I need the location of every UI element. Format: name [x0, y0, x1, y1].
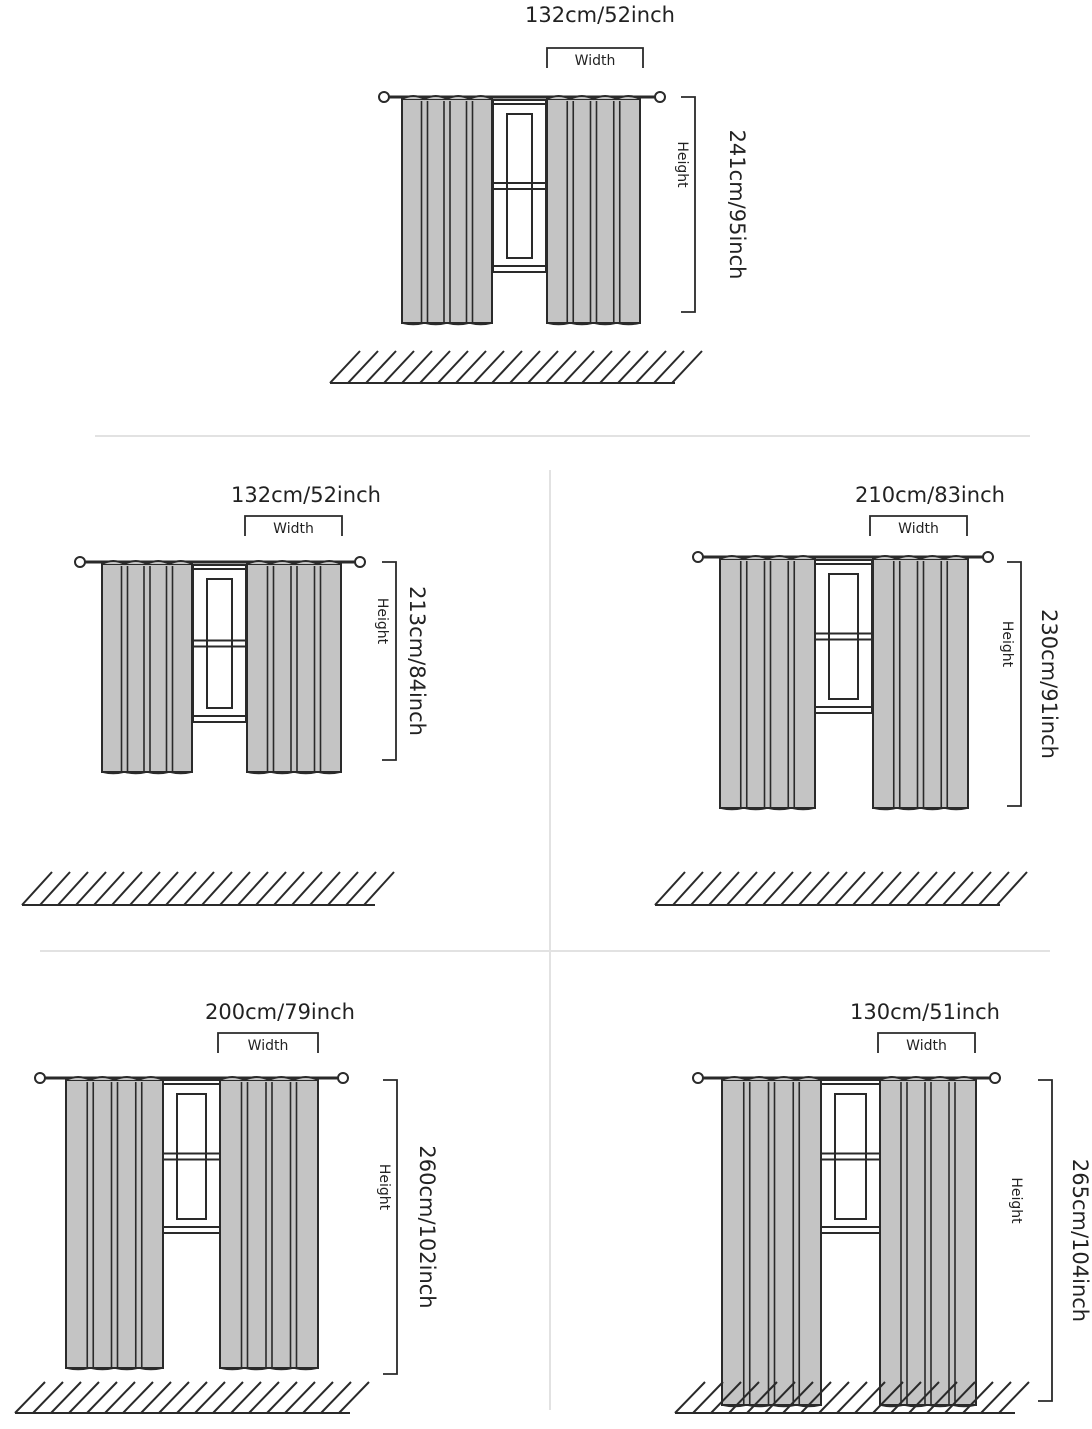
curtain-right: [873, 556, 968, 810]
height-word: Height: [1008, 1177, 1024, 1224]
height-word: Height: [674, 141, 690, 188]
window-frame: [159, 1080, 224, 1233]
floor-hatching: [330, 351, 702, 383]
height-word: Height: [999, 620, 1015, 668]
window-frame: [811, 560, 876, 713]
height-size-label: 265cm/104inch: [1068, 1158, 1092, 1323]
curtain-right: [247, 561, 341, 774]
floor-hatching: [655, 872, 1027, 905]
width-bracket: [878, 1033, 975, 1054]
height-size-label: 241cm/95inch: [725, 129, 749, 280]
height-bracket: [374, 562, 396, 760]
curtain-left: [720, 556, 815, 810]
height-size-label: 260cm/102inch: [415, 1145, 439, 1309]
width-bracket: [870, 516, 967, 537]
width-size-label: 210cm/83inch: [855, 483, 1005, 507]
width-word: Width: [247, 1038, 289, 1054]
width-bracket: [547, 48, 643, 69]
curtain-right: [547, 96, 640, 325]
curtain-right: [220, 1077, 318, 1370]
height-bracket: [999, 562, 1021, 806]
width-word: Width: [273, 521, 314, 537]
width-word: Width: [906, 1038, 947, 1054]
curtain-panel-3: [655, 483, 1061, 905]
height-bracket: [1008, 1080, 1052, 1401]
curtain-left: [402, 96, 492, 325]
window-frame: [489, 100, 550, 272]
width-word: Width: [574, 53, 616, 69]
window-frame: [817, 1080, 884, 1233]
width-size-label: 132cm/52inch: [525, 3, 675, 27]
height-size-label: 230cm/91inch: [1037, 609, 1061, 759]
height-word: Height: [374, 597, 390, 645]
curtain-panel-4: [15, 1000, 439, 1413]
floor-hatching: [15, 1382, 369, 1413]
curtain-left: [722, 1077, 821, 1407]
floor-hatching: [22, 872, 394, 905]
curtain-left: [66, 1077, 163, 1370]
window-frame: [189, 565, 250, 722]
curtain-left: [102, 561, 192, 774]
width-size-label: 132cm/52inch: [231, 483, 381, 507]
width-word: Width: [898, 521, 939, 537]
curtain-panel-2: [22, 483, 429, 905]
width-bracket: [245, 516, 342, 537]
height-bracket: [376, 1080, 397, 1374]
width-size-label: 200cm/79inch: [205, 1000, 355, 1024]
curtain-right: [880, 1077, 976, 1407]
height-word: Height: [376, 1163, 392, 1211]
height-bracket: [674, 97, 695, 312]
curtain-panel-5: [675, 1000, 1092, 1413]
width-size-label: 130cm/51inch: [850, 1000, 1000, 1024]
width-bracket: [218, 1033, 318, 1054]
height-size-label: 213cm/84inch: [405, 586, 429, 736]
curtain-panel-1: [330, 3, 749, 383]
